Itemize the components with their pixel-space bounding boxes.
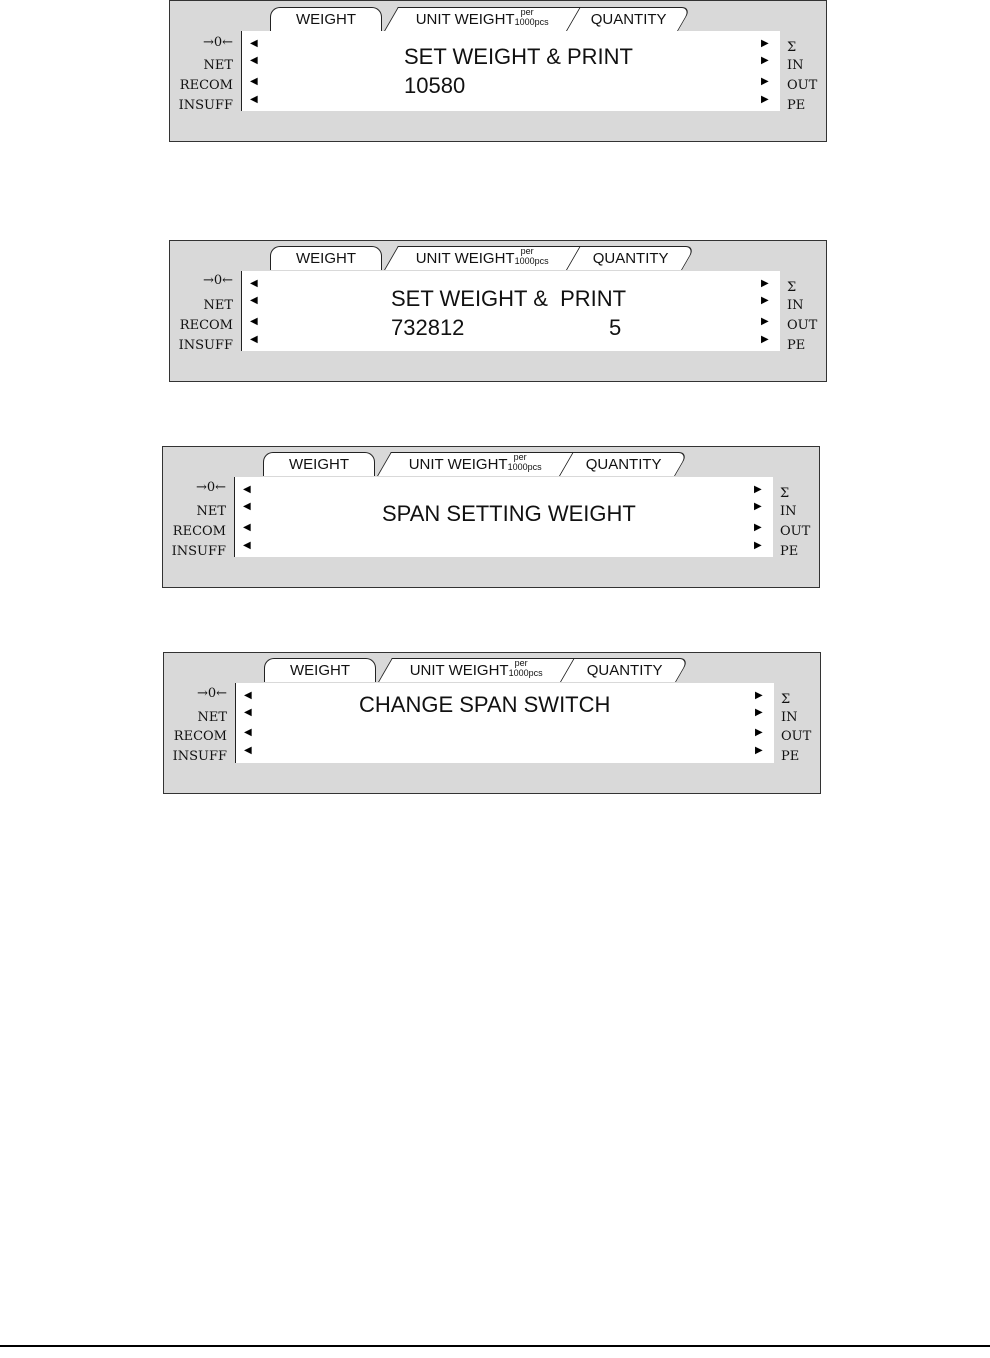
recom-indicator-label: RECOM	[179, 78, 233, 93]
display-line-1: SPAN SETTING WEIGHT	[382, 501, 636, 526]
tab-unit-weight-label: UNIT WEIGHT	[409, 662, 509, 679]
sum-indicator-label: Σ	[781, 692, 791, 707]
tab-weight[interactable]	[270, 7, 382, 31]
page-bottom-rule	[0, 1345, 990, 1347]
left-arrow-icon: ◀	[250, 334, 258, 345]
tab-unit-weight-label: UNIT WEIGHT	[415, 250, 515, 267]
display-line-1: SET WEIGHT & PRINT	[391, 286, 627, 311]
zero-indicator-label: →0←	[195, 480, 226, 495]
recom-indicator-label: RECOM	[179, 318, 233, 333]
tab-weight[interactable]	[264, 658, 376, 682]
right-arrow-icon: ▶	[761, 38, 769, 49]
insuff-indicator-label: INSUFF	[171, 544, 226, 559]
out-indicator-label: OUT	[780, 524, 811, 539]
display-line-2-value: 732812	[391, 315, 465, 340]
display-panel-3	[162, 446, 820, 588]
left-arrow-icon: ◀	[250, 94, 258, 105]
right-arrow-icon: ▶	[761, 316, 769, 327]
insuff-indicator-label: INSUFF	[172, 749, 227, 764]
right-arrow-icon: ▶	[754, 540, 762, 551]
lcd-screen	[234, 477, 773, 557]
in-indicator-label: IN	[780, 504, 797, 519]
sum-indicator-label: Σ	[787, 280, 797, 295]
tab-quantity[interactable]	[566, 7, 692, 31]
right-arrow-icon: ▶	[754, 501, 762, 512]
right-arrow-icon: ▶	[761, 55, 769, 66]
zero-indicator-label: →0←	[202, 35, 233, 50]
sum-indicator-label: Σ	[780, 486, 790, 501]
tab-quantity-label: QUANTITY	[585, 456, 662, 473]
in-indicator-label: IN	[787, 58, 804, 73]
display-panel-2	[169, 240, 827, 382]
sum-indicator-label: Σ	[787, 40, 797, 55]
pe-indicator-label: PE	[787, 98, 806, 113]
display-line-1: CHANGE SPAN SWITCH	[359, 692, 611, 717]
tab-unit-weight-label: UNIT WEIGHT	[408, 456, 508, 473]
net-indicator-label: NET	[196, 504, 226, 519]
right-arrow-icon: ▶	[755, 690, 763, 701]
tab-unit-weight-label: UNIT WEIGHT	[415, 11, 515, 28]
right-arrow-icon: ▶	[761, 278, 769, 289]
tab-weight-label: WEIGHT	[290, 662, 350, 679]
tab-unit-weight[interactable]	[384, 246, 581, 270]
left-arrow-icon: ◀	[243, 540, 251, 551]
left-arrow-icon: ◀	[243, 484, 251, 495]
left-arrow-icon: ◀	[250, 295, 258, 306]
left-arrow-icon: ◀	[250, 76, 258, 87]
display-line-2-value: 10580	[404, 73, 466, 98]
zero-indicator-label: →0←	[196, 686, 227, 701]
right-arrow-icon: ▶	[755, 745, 763, 756]
tab-unit-weight[interactable]	[377, 452, 574, 476]
net-indicator-label: NET	[197, 710, 227, 725]
left-arrow-icon: ◀	[244, 727, 252, 738]
tab-quantity[interactable]	[560, 658, 690, 682]
tab-per-label: per	[520, 246, 534, 256]
left-arrow-icon: ◀	[250, 278, 258, 289]
tab-per-label: per	[514, 658, 528, 668]
tab-quantity[interactable]	[559, 452, 689, 476]
pe-indicator-label: PE	[787, 338, 806, 353]
lcd-screen	[241, 31, 780, 111]
pe-indicator-label: PE	[781, 749, 800, 764]
right-arrow-icon: ▶	[754, 522, 762, 533]
lcd-screen	[235, 683, 774, 763]
left-arrow-icon: ◀	[250, 55, 258, 66]
right-arrow-icon: ▶	[755, 707, 763, 718]
left-arrow-icon: ◀	[244, 690, 252, 701]
in-indicator-label: IN	[781, 710, 798, 725]
left-arrow-icon: ◀	[243, 501, 251, 512]
display-panel-1	[169, 0, 827, 142]
tab-per-label: per	[513, 452, 527, 462]
tab-quantity[interactable]	[566, 246, 696, 270]
recom-indicator-label: RECOM	[173, 729, 227, 744]
tab-weight[interactable]	[263, 452, 375, 476]
left-arrow-icon: ◀	[244, 745, 252, 756]
lcd-screen	[241, 271, 780, 351]
tab-pcs-label: 1000pcs	[508, 668, 543, 678]
tab-weight-label: WEIGHT	[296, 250, 356, 267]
right-arrow-icon: ▶	[761, 94, 769, 105]
left-arrow-icon: ◀	[244, 707, 252, 718]
insuff-indicator-label: INSUFF	[178, 338, 233, 353]
tab-pcs-label: 1000pcs	[507, 462, 542, 472]
tab-unit-weight[interactable]	[378, 658, 575, 682]
tab-unit-weight[interactable]	[384, 7, 581, 31]
zero-indicator-label: →0←	[202, 273, 233, 288]
tab-quantity-label: QUANTITY	[592, 250, 669, 267]
tab-weight[interactable]	[270, 246, 382, 270]
pe-indicator-label: PE	[780, 544, 799, 559]
recom-indicator-label: RECOM	[172, 524, 226, 539]
left-arrow-icon: ◀	[243, 522, 251, 533]
right-arrow-icon: ▶	[754, 484, 762, 495]
out-indicator-label: OUT	[781, 729, 812, 744]
display-line-1: SET WEIGHT & PRINT	[404, 44, 633, 69]
net-indicator-label: NET	[203, 298, 233, 313]
left-arrow-icon: ◀	[250, 316, 258, 327]
net-indicator-label: NET	[203, 58, 233, 73]
out-indicator-label: OUT	[787, 78, 818, 93]
insuff-indicator-label: INSUFF	[178, 98, 233, 113]
tab-pcs-label: 1000pcs	[514, 17, 549, 27]
left-arrow-icon: ◀	[250, 38, 258, 49]
right-arrow-icon: ▶	[755, 727, 763, 738]
right-arrow-icon: ▶	[761, 334, 769, 345]
tab-pcs-label: 1000pcs	[514, 256, 549, 266]
tab-quantity-label: QUANTITY	[590, 11, 667, 28]
tab-weight-label: WEIGHT	[296, 11, 356, 28]
right-arrow-icon: ▶	[761, 295, 769, 306]
tab-quantity-label: QUANTITY	[586, 662, 663, 679]
right-arrow-icon: ▶	[761, 76, 769, 87]
display-panel-4	[163, 652, 821, 794]
in-indicator-label: IN	[787, 298, 804, 313]
tab-weight-label: WEIGHT	[289, 456, 349, 473]
tab-per-label: per	[520, 7, 534, 17]
display-line-2-count: 5	[609, 315, 622, 340]
out-indicator-label: OUT	[787, 318, 818, 333]
